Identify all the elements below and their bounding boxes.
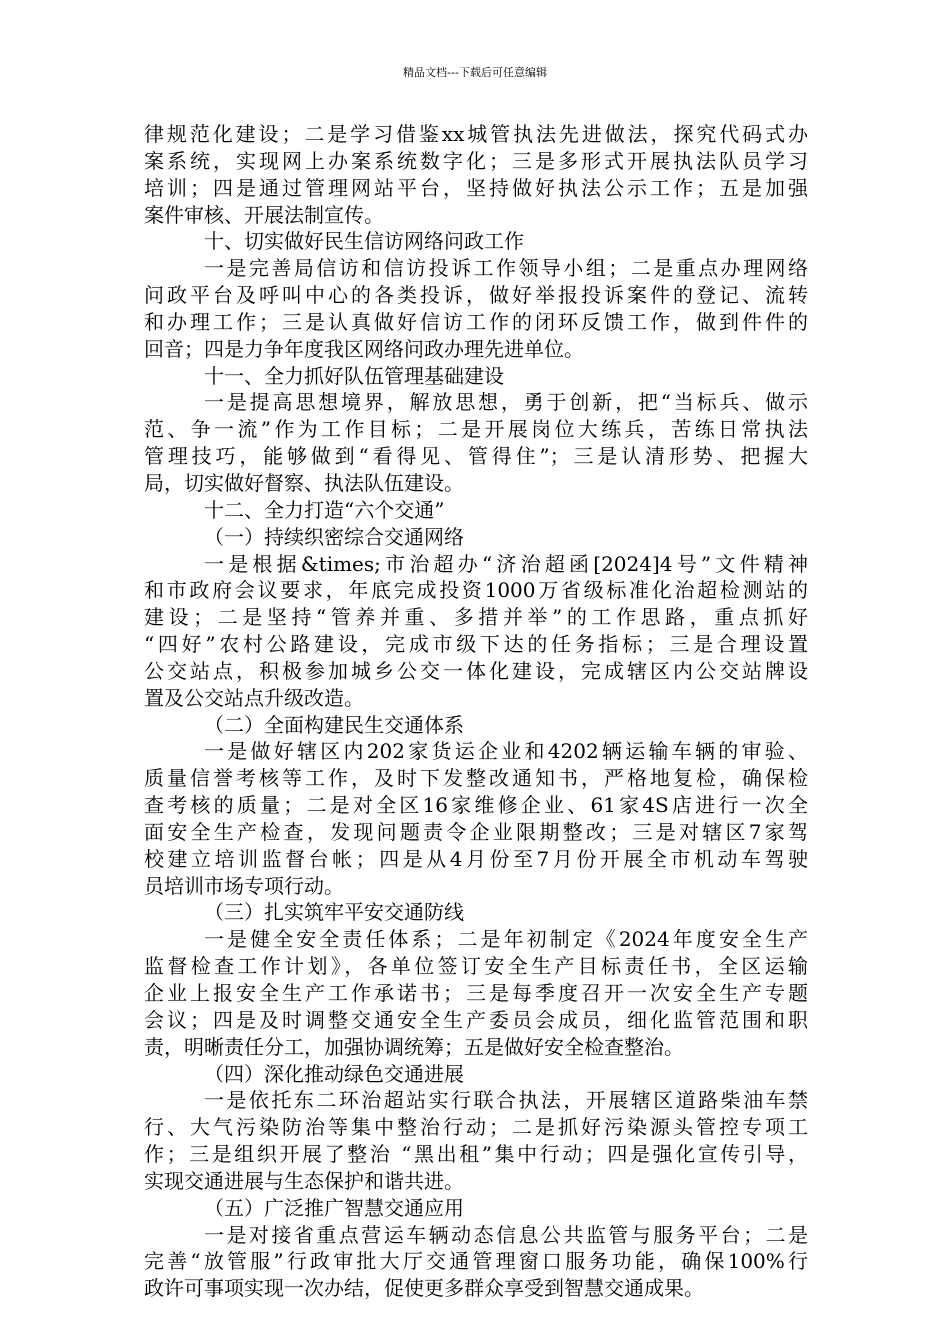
- text-line: 十一、全力抓好队伍管理基础建设: [204, 363, 504, 388]
- document-body: [144, 121, 808, 1302]
- page-header: 精品文档---下载后可任意编辑: [403, 66, 547, 79]
- text-line: 校建立培训监督台帐；四是从4月份至7月份开展全市机动车驾驶: [144, 846, 808, 871]
- text-line: 会议；四是及时调整交通安全生产委员会成员，细化监管范围和职: [144, 1007, 808, 1032]
- text-line: 实现交通进展与生态保护和谐共进。: [144, 1168, 464, 1193]
- text-line: 一是根据&times;市治超办“济治超函[2024]4号”文件精神: [204, 551, 808, 576]
- text-line: 培训；四是通过管理网站平台，坚持做好执法公示工作；五是加强: [144, 175, 808, 200]
- text-line: 作；三是组织开展了整治 “黑出租”集中行动；四是强化宣传引导，: [144, 1142, 808, 1167]
- text-line: 公交站点，积极参加城乡公交一体化建设，完成辖区内公交站牌设: [144, 658, 808, 683]
- text-line: 员培训市场专项行动。: [144, 873, 344, 898]
- text-line: 和市政府会议要求，年底完成投资1000万省级标准化治超检测站的: [144, 578, 808, 603]
- text-line: “四好”农村公路建设，完成市级下达的任务指标；三是合理设置: [144, 632, 808, 657]
- text-line: 行、大气污染防治等集中整治行动；二是抓好污染源头管控专项工: [144, 1115, 808, 1140]
- text-line: 律规范化建设；二是学习借鉴xx城管执法先进做法，探究代码式办: [144, 122, 808, 146]
- text-line: 一是健全安全责任体系；二是年初制定《2024年度安全生产: [204, 927, 808, 952]
- text-line: 责，明晰责任分工，加强协调统筹；五是做好安全检查整治。: [144, 1034, 684, 1059]
- text-line: 监督检查工作计划》，各单位签订安全生产目标责任书，全区运输: [144, 954, 808, 979]
- text-line: 政许可事项实现一次办结，促使更多群众享受到智慧交通成果。: [144, 1276, 704, 1301]
- text-line: 查考核的质量；二是对全区16家维修企业、61家4S店进行一次全: [144, 793, 808, 818]
- text-line: 建设；二是坚持“管养并重、多措并举”的工作思路，重点抓好: [144, 605, 808, 630]
- text-line: 十二、全力打造“六个交通”: [204, 497, 445, 522]
- text-line: 面安全生产检查，发现问题责令企业限期整改；三是对辖区7家驾: [144, 819, 808, 844]
- text-line: 质量信誉考核等工作，及时下发整改通知书，严格地复检，确保检: [144, 766, 808, 791]
- text-line: 案件审核、开展法制宣传。: [144, 202, 384, 227]
- text-line: 一是做好辖区内202家货运企业和4202辆运输车辆的审验、: [204, 739, 808, 764]
- text-line: 十、切实做好民生信访网络问政工作: [204, 229, 524, 254]
- text-line: 管理技巧，能够做到“看得见、管得住”；三是认清形势、把握大: [144, 444, 808, 469]
- text-line: 置及公交站点升级改造。: [144, 685, 364, 710]
- text-line: 范、争一流”作为工作目标；二是开展岗位大练兵，苦练日常执法: [144, 417, 808, 442]
- text-line: 一是提高思想境界，解放思想，勇于创新，把“当标兵、做示: [204, 390, 808, 415]
- text-line: 一是依托东二环治超站实行联合执法，开展辖区道路柴油车禁: [204, 1088, 808, 1113]
- text-line: （二）全面构建民生交通体系: [204, 712, 464, 737]
- text-line: 问政平台及呼叫中心的各类投诉，做好举报投诉案件的登记、流转: [144, 283, 808, 308]
- text-line: 一是完善局信访和信访投诉工作领导小组；二是重点办理网络: [204, 256, 808, 281]
- text-line: 完善“放管服”行政审批大厅交通管理窗口服务功能，确保100%行: [144, 1249, 808, 1274]
- text-line: 一是对接省重点营运车辆动态信息公共监管与服务平台；二是: [204, 1222, 808, 1247]
- text-line: 案系统，实现网上办案系统数字化；三是多形式开展执法队员学习: [144, 148, 808, 173]
- text-line: （三）扎实筑牢平安交通防线: [204, 900, 464, 925]
- text-line: 局，切实做好督察、执法队伍建设。: [144, 470, 464, 495]
- text-line: （四）深化推动绿色交通进展: [204, 1061, 464, 1086]
- text-line: 企业上报安全生产工作承诺书；三是每季度召开一次安全生产专题: [144, 981, 808, 1005]
- text-line: 和办理工作；三是认真做好信访工作的闭环反馈工作，做到件件的: [144, 309, 808, 334]
- text-line: 回音；四是力争年度我区网络问政办理先进单位。: [144, 336, 584, 361]
- text-line: （五）广泛推广智慧交通应用: [204, 1195, 464, 1220]
- text-line: （一）持续织密综合交通网络: [204, 524, 464, 549]
